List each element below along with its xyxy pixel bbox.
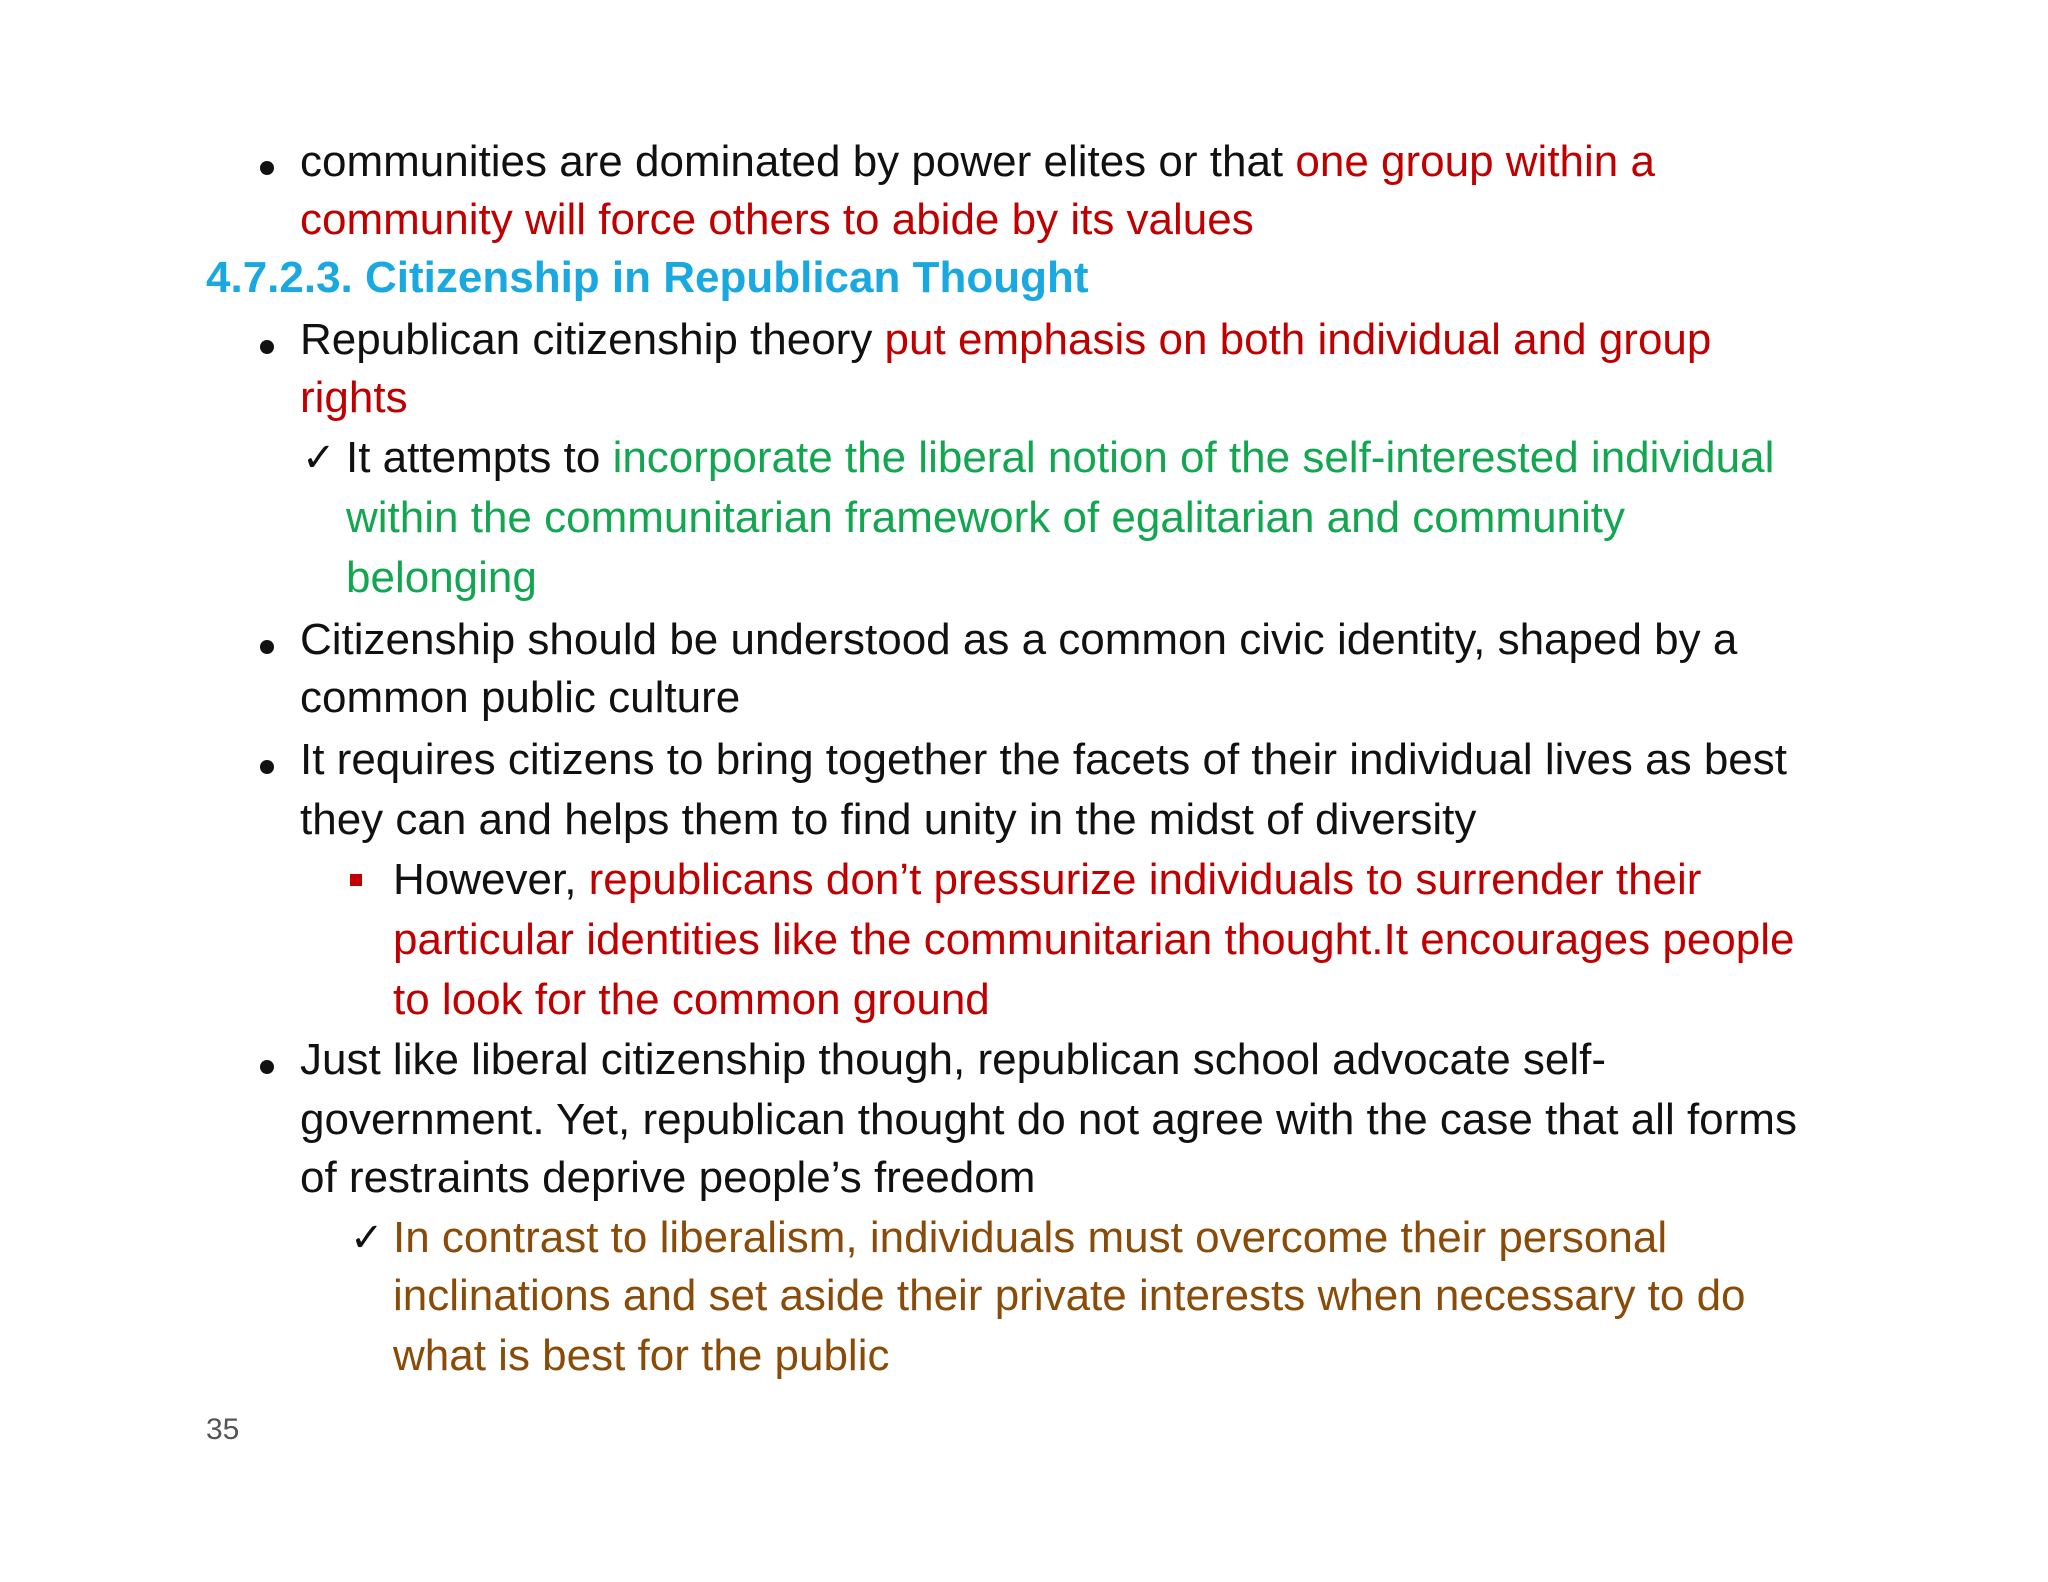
check2-line3: what is best for the public	[393, 1331, 890, 1380]
bullet5-line2: government. Yet, republican thought do not agree with the case that all forms	[300, 1095, 1797, 1144]
bullet1-line2: community will force others to abide by its values	[300, 195, 1254, 244]
check2-line1: In contrast to liberalism, individuals must overcome their personal	[393, 1213, 1668, 1262]
bullet5-line1: Just like liberal citizenship though, republican school advocate self-	[300, 1035, 1607, 1084]
bullet-dot-icon	[260, 640, 274, 654]
square1-line2: particular identities like the communitarian thought.It encourages people	[393, 915, 1795, 964]
bullet5-line3: of restraints deprive people’s freedom	[300, 1153, 1036, 1202]
bullet-dot-icon	[260, 161, 274, 175]
section-heading: 4.7.2.3. Citizenship in Republican Thought	[206, 253, 1089, 302]
square-bullet-icon	[350, 874, 362, 886]
bullet-dot-icon	[260, 340, 274, 354]
bullet2-text-red: put emphasis on both individual and group	[884, 315, 1712, 364]
bullet2-line2: rights	[300, 373, 408, 422]
bullet4-line2: they can and helps them to find unity in the midst of diversity	[300, 795, 1477, 844]
checkmark-icon: ✓	[350, 1216, 384, 1260]
bullet3-line2: common public culture	[300, 673, 741, 722]
square1-text-black: However,	[393, 855, 589, 904]
square1-text-red: republicans don’t pressurize individuals to surrender their	[588, 855, 1702, 904]
check2-line2: inclinations and set aside their private interests when necessary to do	[393, 1271, 1746, 1320]
bullet-dot-icon	[260, 760, 274, 774]
bullet2-text-black: Republican citizenship theory	[300, 315, 885, 364]
check1-line3: belonging	[346, 553, 537, 602]
check1-line2: within the communitarian framework of egalitarian and community	[346, 493, 1626, 542]
page-number: 35	[206, 1413, 240, 1446]
square1-line1	[393, 850, 1701, 910]
check1-text-black: It attempts to	[346, 433, 613, 482]
checkmark-icon: ✓	[302, 436, 336, 480]
bullet3-line1: Citizenship should be understood as a common civic identity, shaped by a	[300, 615, 1738, 664]
bullet4-line1: It requires citizens to bring together the facets of their individual lives as best	[300, 735, 1787, 784]
bullet1-text-black: communities are dominated by power elites or that	[300, 137, 1296, 186]
bullet2-line1	[300, 310, 1711, 370]
bullet1-text-red: one group within a	[1295, 137, 1655, 186]
square1-line3: to look for the common ground	[393, 975, 990, 1024]
bullet1-line1	[300, 132, 1655, 192]
check1-text-green: incorporate the liberal notion of the self-interested individual	[612, 433, 1775, 482]
bullet-dot-icon	[260, 1060, 274, 1074]
check1-line1	[346, 428, 1774, 488]
